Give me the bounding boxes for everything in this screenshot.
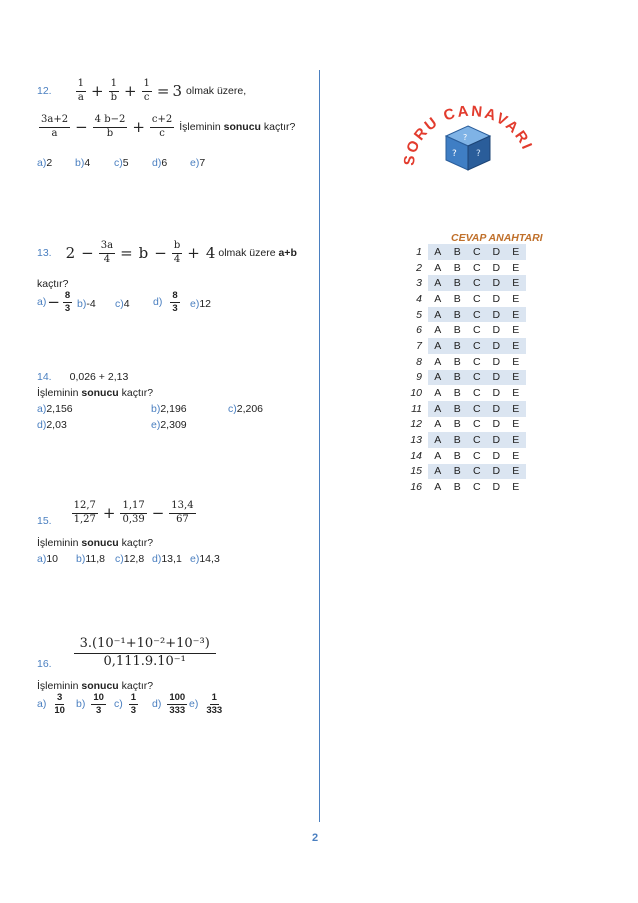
answer-key-question-number: 13 [410,434,422,447]
answer-key-row [400,338,526,354]
answer-key-question-number: 3 [416,277,422,290]
answer-key-choice[interactable]: C [467,260,487,276]
answer-key-choice[interactable]: E [506,322,526,338]
q13-option-d[interactable]: d) 8 3 [153,290,178,314]
answer-key-row [400,322,526,338]
answer-key-choice[interactable]: A [428,260,448,276]
q14-number: 14. [37,371,52,383]
answer-key [400,244,526,495]
answer-key-choice[interactable]: E [506,401,526,417]
answer-key-choice[interactable]: B [448,370,468,386]
answer-key-choice[interactable]: E [506,464,526,480]
answer-key-choice[interactable]: C [467,322,487,338]
answer-key-choice[interactable]: B [448,275,468,291]
answer-key-choice[interactable]: C [467,244,487,260]
q15-option-e[interactable]: e)14,3 [190,553,220,565]
answer-key-choice[interactable]: A [428,275,448,291]
answer-key-choice[interactable]: B [448,338,468,354]
q14-option-a[interactable]: a)2,156 [37,403,73,415]
answer-key-row [400,244,526,260]
svg-text:?: ? [476,149,481,159]
answer-key-row [400,448,526,464]
q16-options [37,692,277,722]
answer-key-row [400,401,526,417]
q16-option-c[interactable]: c) 1 3 [114,692,137,716]
answer-key-choice[interactable]: A [428,338,448,354]
answer-key-row [400,260,526,276]
answer-key-choice[interactable]: A [428,464,448,480]
answer-key-choice[interactable]: B [448,448,468,464]
answer-key-question-number: 9 [416,371,422,384]
q12-option-c[interactable]: c)5 [114,157,129,169]
answer-key-choice[interactable]: B [448,401,468,417]
answer-key-choice[interactable]: C [467,417,487,433]
svg-text:?: ? [452,149,457,159]
answer-key-choice[interactable]: E [506,275,526,291]
answer-key-choice[interactable]: D [487,354,507,370]
answer-key-question-number: 7 [416,339,422,352]
answer-key-choice[interactable]: C [467,291,487,307]
answer-key-choice[interactable]: D [487,417,507,433]
answer-key-choice[interactable]: B [448,354,468,370]
answer-key-choice[interactable]: A [428,401,448,417]
q13-equation: 2 − $\frac{3a}{4}$ = b − $\frac{b}{4}$ + 4 [65,240,216,265]
cube-icon [446,126,490,170]
q13-option-b[interactable]: b)-4 [77,298,96,310]
answer-key-choice[interactable]: E [506,479,526,495]
q12-expression: 3a+2 a − $\frac{4 b-2}{b}$ + $\frac{c+2}{c}$ İşleminin sonucu kaçtır? [41,114,296,139]
answer-key-choice[interactable]: B [448,260,468,276]
answer-key-choice[interactable]: C [467,479,487,495]
answer-key-row [400,417,526,433]
answer-key-row [400,370,526,386]
q15-question-text: İşleminin sonucu kaçtır? [37,537,154,549]
q12-option-b[interactable]: b)4 [75,157,91,169]
svg-text:?: ? [463,133,468,142]
answer-key-choice[interactable]: D [487,464,507,480]
q12-option-d[interactable]: d)6 [152,157,168,169]
answer-key-row [400,307,526,323]
answer-key-row [400,464,526,480]
column-divider [319,70,320,822]
q16-number: 16. [37,658,52,670]
answer-key-choice[interactable]: B [448,385,468,401]
answer-key-row [400,275,526,291]
answer-key-choice[interactable]: A [428,370,448,386]
answer-key-choice[interactable]: C [467,432,487,448]
q16-option-a[interactable]: a) 3 10 [37,692,65,716]
answer-key-question-number: 11 [411,402,422,415]
answer-key-choice[interactable]: C [467,370,487,386]
answer-key-choice[interactable]: C [467,401,487,417]
q12-condition [37,78,246,104]
answer-key-choice[interactable]: C [467,354,487,370]
answer-key-choice[interactable]: E [506,354,526,370]
q15-option-a[interactable]: a)10 [37,553,59,565]
answer-key-question-number: 10 [410,387,422,400]
q13-option-c[interactable]: c)4 [115,298,130,310]
answer-key-question-number: 6 [416,324,422,337]
answer-key-choice[interactable]: A [428,385,448,401]
answer-key-choice[interactable]: E [506,432,526,448]
answer-key-row [400,479,526,495]
q13-option-a[interactable]: a) − $\frac{8}{3}$ [37,290,71,314]
q16-question-text: İşleminin sonucu kaçtır? [37,680,154,692]
soru-canavari-logo [400,92,536,184]
answer-key-row [400,354,526,370]
answer-key-choice[interactable]: B [448,432,468,448]
q16-option-b[interactable]: b) 10 3 [76,692,104,716]
answer-key-choice[interactable]: C [467,338,487,354]
answer-key-choice[interactable]: A [428,417,448,433]
answer-key-choice[interactable]: A [428,291,448,307]
answer-key-choice[interactable]: E [506,260,526,276]
answer-key-choice[interactable]: B [448,479,468,495]
q13-condition [37,240,297,266]
q14-option-e[interactable]: e)2,309 [151,419,187,431]
answer-key-choice[interactable]: A [428,354,448,370]
q16-option-d[interactable]: d) 100 333 [152,692,186,716]
answer-key-choice[interactable]: A [428,448,448,464]
logo-text: SORU CANAVARI [400,102,536,167]
q15-option-b[interactable]: b)11,8 [76,553,106,565]
answer-key-choice[interactable]: D [487,385,507,401]
q13-option-e[interactable]: e)12 [190,298,212,310]
logo-graphic [400,92,536,184]
answer-key-choice[interactable]: E [506,370,526,386]
q13-line2: kaçtır? [37,278,69,290]
answer-key-choice[interactable]: B [448,244,468,260]
answer-key-choice[interactable]: D [487,448,507,464]
answer-key-question-number: 8 [416,355,422,368]
answer-key-choice[interactable]: D [487,479,507,495]
q13-options [37,290,277,320]
q16-expression: 16. 3.(10⁻¹+10⁻²+10⁻³) 0,111.9.10⁻¹ [37,636,218,670]
q14-option-b[interactable]: b)2,196 [151,403,187,415]
q14-option-c[interactable]: c)2,206 [228,403,264,415]
q14-options [37,403,297,433]
answer-key-choice[interactable]: B [448,307,468,323]
q12-number: 12. [37,85,52,97]
answer-key-choice[interactable]: A [428,432,448,448]
answer-key-question-number: 5 [416,308,422,321]
answer-key-question-number: 15 [410,465,422,478]
q12-options [37,157,277,171]
q14-option-d[interactable]: d)2,03 [37,419,67,431]
answer-key-choice[interactable]: D [487,260,507,276]
answer-key-row [400,291,526,307]
q14-question-text: İşleminin sonucu kaçtır? [37,387,154,399]
q12-equation: 1 a + $\frac{1}{b}$ + $\frac{1}{c}$ = 3 [77,78,183,103]
q12-question-text: İşleminin sonucu kaçtır? [179,121,296,133]
answer-key-question-number: 1 [416,245,422,258]
q15-number: 15. [37,515,52,527]
q15-expression: 15. 12,7 1,27 + $\frac{1,17}{0,39}$ − $\frac{13,4}{67}$ [37,500,194,527]
answer-key-choice[interactable]: C [467,448,487,464]
answer-key-table [400,244,526,495]
answer-key-question-number: 4 [416,292,422,305]
answer-key-choice[interactable]: D [487,307,507,323]
answer-key-choice[interactable]: D [487,338,507,354]
answer-key-choice[interactable]: B [448,291,468,307]
answer-key-choice[interactable]: D [487,291,507,307]
answer-key-choice[interactable]: A [428,322,448,338]
answer-key-choice[interactable]: A [428,244,448,260]
answer-key-choice[interactable]: A [428,479,448,495]
q12-condition-text: olmak üzere, [186,85,247,97]
answer-key-choice[interactable]: E [506,448,526,464]
answer-key-row [400,385,526,401]
q15-option-d[interactable]: d)13,1 [152,553,182,565]
answer-key-choice[interactable]: D [487,244,507,260]
q12-option-a[interactable]: a)2 [37,157,53,169]
answer-key-question-number: 16 [410,481,422,494]
answer-key-question-number: 12 [410,418,422,431]
q15-option-c[interactable]: c)12,8 [115,553,145,565]
answer-key-choice[interactable]: B [448,417,468,433]
q12-option-e[interactable]: e)7 [190,157,206,169]
answer-key-choice[interactable]: D [487,275,507,291]
answer-key-choice[interactable]: D [487,401,507,417]
q15-options [37,553,277,567]
answer-key-question-number: 2 [416,261,422,274]
answer-key-choice[interactable]: E [506,291,526,307]
q16-option-e[interactable]: e) 1 333 [189,692,223,716]
answer-key-choice[interactable]: D [487,322,507,338]
answer-key-choice[interactable]: C [467,464,487,480]
answer-key-title: CEVAP ANAHTARI [451,232,543,244]
answer-key-choice[interactable]: D [487,432,507,448]
answer-key-choice[interactable]: E [506,244,526,260]
answer-key-choice[interactable]: C [467,307,487,323]
answer-key-choice[interactable]: B [448,322,468,338]
answer-key-choice[interactable]: E [506,338,526,354]
answer-key-choice[interactable]: E [506,385,526,401]
q13-number: 13. [37,247,52,259]
page-number: 2 [312,832,319,844]
answer-key-choice[interactable]: B [448,464,468,480]
answer-key-choice[interactable]: D [487,370,507,386]
answer-key-row [400,432,526,448]
answer-key-choice[interactable]: C [467,275,487,291]
answer-key-choice[interactable]: E [506,307,526,323]
answer-key-choice[interactable]: A [428,307,448,323]
answer-key-choice[interactable]: C [467,385,487,401]
answer-key-question-number: 14 [410,449,422,462]
answer-key-choice[interactable]: E [506,417,526,433]
q13-condition-text: olmak üzere a+b [218,247,297,259]
q14-expression: 14. 0,026 + 2,13 [37,371,129,383]
